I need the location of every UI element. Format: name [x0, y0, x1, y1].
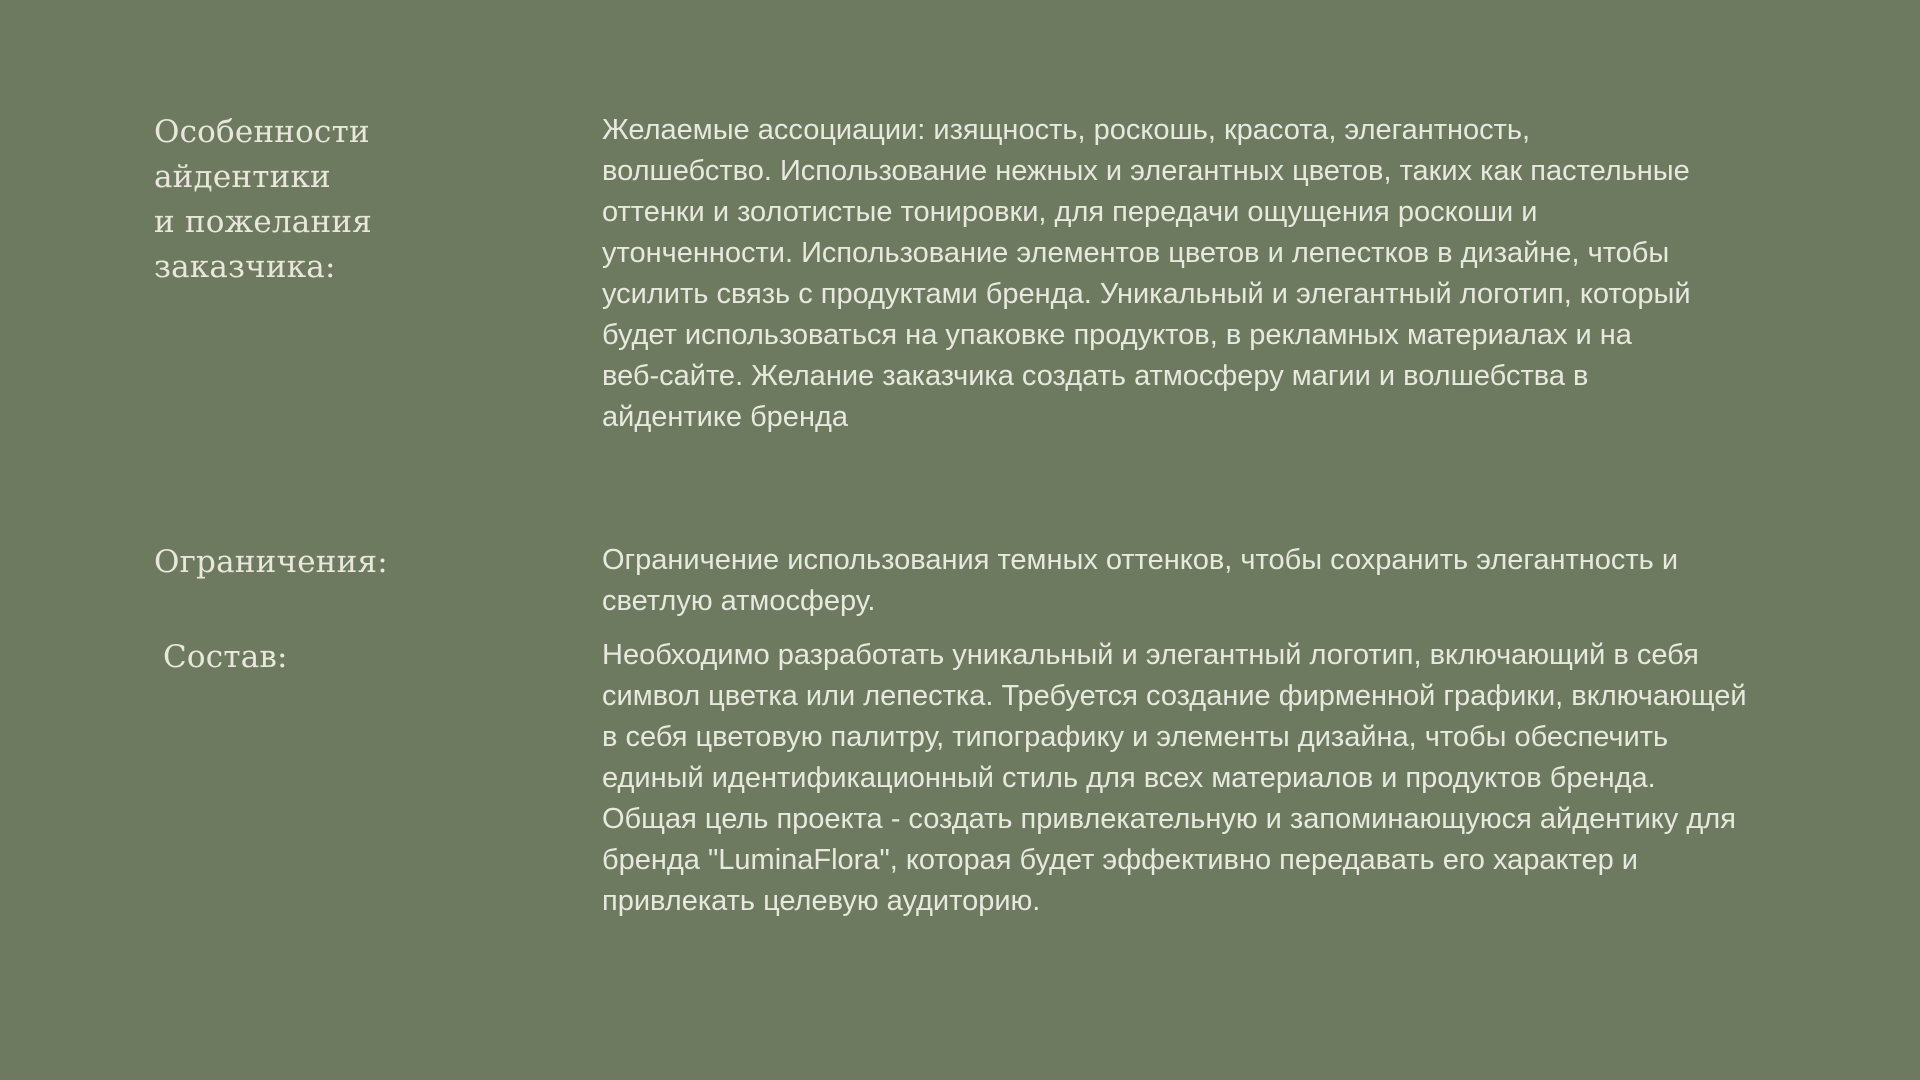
section-identity-text: Желаемые ассоциации: изящность, роскошь, красота, элегантность, волшебство. Использование нежных и элегантных цветов, таких как пастельные оттенки и золотистые тонировки, для передачи ощущения роскоши и утонченности. Использование элементов цветов и лепестков в дизайне, чтобы усилить связь с продуктами бренда. Уникальный и элегантный логотип, который будет использоваться на упаковке продуктов, в рекламных материалах и на веб-сайте. Желание заказчика создать атмосферу магии и волшебства в айдентике бренда — [602, 114, 1691, 433]
section-composition-text: Необходимо разработать уникальный и элегантный логотип, включающий в себя символ цветка или лепестка. Требуется создание фирменной графики, включающей в себя цветовую палитру, типографику и элементы дизайна, чтобы обеспечить единый идентификационный стиль для всех материалов и продуктов бренда. Общая цель проекта - создать привлекательную и запоминающуюся айдентику для бренда "LuminaFlora", которая будет эффективно передавать его характер и привлекать целевую аудиторию. — [602, 639, 1747, 917]
section-limits-text: Ограничение использования темных оттенков, чтобы сохранить элегантность и светлую атмосферу. — [602, 544, 1679, 617]
section-identity-label: Особенности айдентики и пожелания заказчика: — [154, 114, 372, 285]
section-composition-label: Состав: — [163, 639, 288, 675]
section-limits-label: Ограничения: — [154, 544, 388, 580]
